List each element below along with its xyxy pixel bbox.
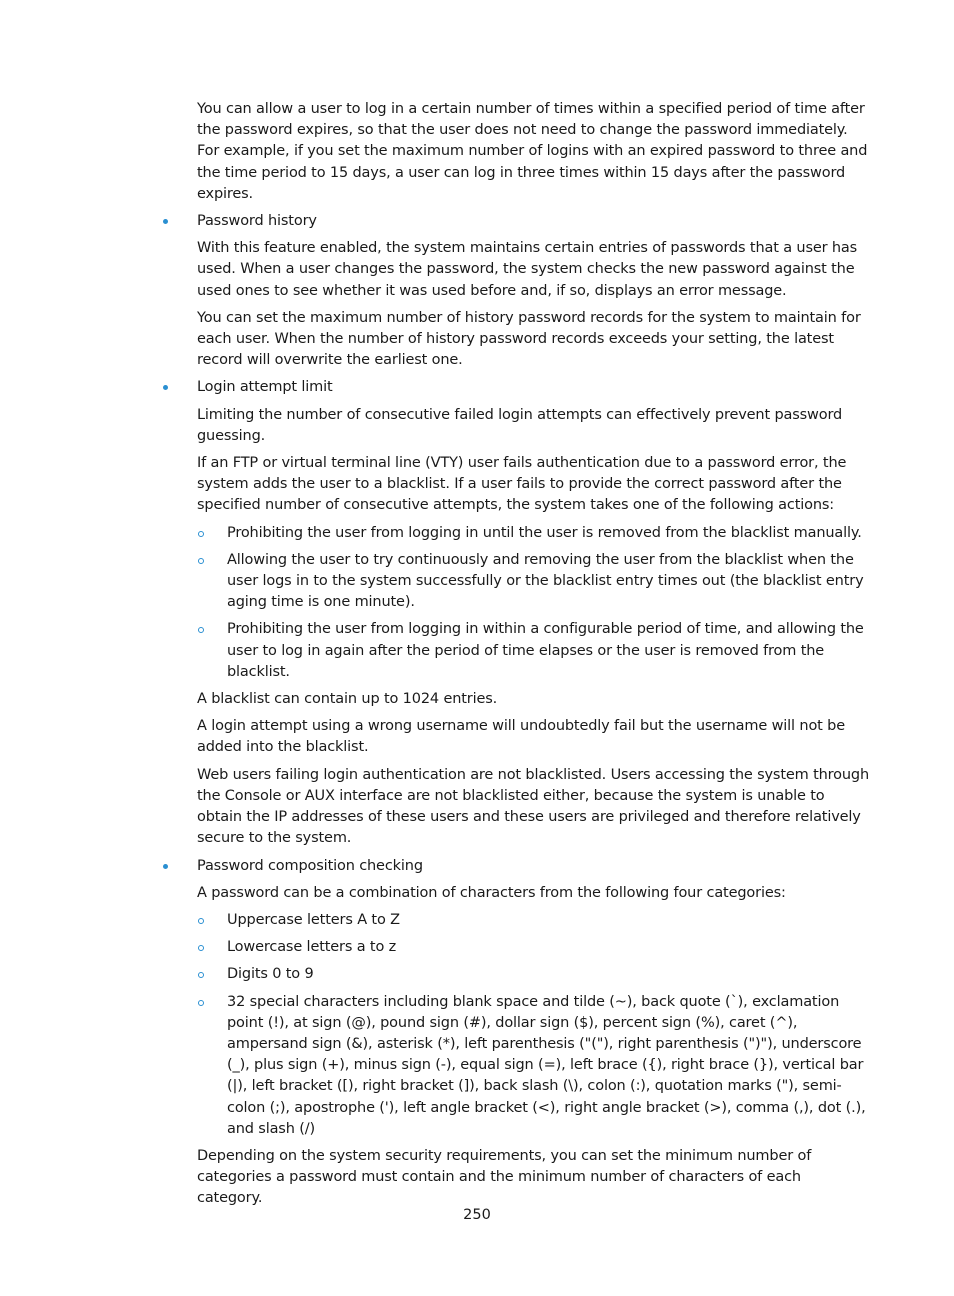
bullet-login-attempt-limit: [197, 377, 869, 398]
page-number: 250: [463, 1207, 491, 1223]
sub-item-text: Prohibiting the user from logging in within a configurable period of time, and allowing the user to log in again after the period of time elapses or the user is removed from the blacklist.: [227, 621, 864, 680]
sub-item-digits: [227, 964, 869, 985]
circle-bullet-icon: [198, 558, 204, 564]
bullet-dot-icon: [163, 385, 168, 390]
sub-item-manual-removal: [227, 523, 869, 544]
paragraph-expired-login: You can allow a user to log in a certain number of times within a specified period of time after the password expires, so that the user does not need to change the password immediately. For example, if you set the maximum number of logins with an expired password to three and the time period to 15 days, a user can log in three times within 15 days after the password expires.: [197, 101, 868, 202]
bullet-label: Password history: [197, 213, 317, 230]
bullet-composition-checking: [197, 856, 869, 877]
page-content: [197, 99, 869, 1216]
sub-item-special-characters: [227, 992, 869, 1140]
sub-item-text: 32 special characters including blank space and tilde (~), back quote (`), exclamation point (!), at sign (@), pound sign (#), dollar sign ($), percent sign (%), caret (^), ampersand sign (&), asterisk (*), left parenthesis ("("), right parenthesis (")"), underscore (_), plus sign (+), minus sign (-), equal sign (=), left brace ({), right brace (}), vertical bar (|), left bracket ([), right bracket (]), back slash (\), colon (:), quotation marks ("), semi-colon (;), apostrophe ('), left angle bracket (<), right angle bracket (>), comma (,), dot (.), and slash (/): [227, 993, 866, 1137]
sub-item-configurable-period: [227, 619, 869, 683]
paragraph-history-records: You can set the maximum number of history password records for the system to maintain for each user. When the number of history password records exceeds your setting, the latest record will overwrite the earliest one.: [197, 309, 861, 369]
bullet-dot-icon: [163, 219, 168, 224]
paragraph-web-users: Web users failing login authentication are not blacklisted. Users accessing the system through the Console or AUX interface are not blacklisted either, because the system is unable to obtain the IP addresses of these users and these users are privileged and therefore relatively secure to the system.: [197, 766, 869, 847]
sub-item-text: Allowing the user to try continuously and removing the user from the blacklist when the user logs in to the system successfully or the blacklist entry times out (the blacklist entry aging time is one minute).: [227, 551, 864, 611]
paragraph-wrong-username: A login attempt using a wrong username will undoubtedly fail but the username will not be added into the blacklist.: [197, 718, 845, 756]
sub-item-uppercase: [227, 910, 869, 931]
circle-bullet-icon: [198, 1000, 204, 1006]
bullet-label: Login attempt limit: [197, 379, 333, 396]
sub-item-text: Prohibiting the user from logging in until the user is removed from the blacklist manually.: [227, 524, 862, 541]
paragraph-security-requirements: Depending on the system security requirements, you can set the minimum number of categories a password must contain and the minimum number of characters of each category.: [197, 1147, 812, 1207]
sub-item-text: Digits 0 to 9: [227, 966, 314, 983]
bullet-label: Password composition checking: [197, 857, 423, 874]
circle-bullet-icon: [198, 972, 204, 978]
paragraph-categories-intro: A password can be a combination of characters from the following four categories:: [197, 884, 786, 901]
circle-bullet-icon: [198, 945, 204, 951]
sub-item-continuous-try: [227, 550, 869, 614]
paragraph-history-feature: With this feature enabled, the system maintains certain entries of passwords that a user has used. When a user changes the password, the system checks the new password against the used ones to see whether it was used before and, if so, displays an error message.: [197, 240, 858, 299]
sub-item-text: Uppercase letters A to Z: [227, 911, 400, 928]
sub-item-lowercase: [227, 937, 869, 958]
paragraph-blacklist-actions: If an FTP or virtual terminal line (VTY) user fails authentication due to a password error, the system adds the user to a blacklist. If a user fails to provide the correct password after the specified number of consecutive attempts, the system takes one of the following actions:: [197, 455, 847, 514]
circle-bullet-icon: [198, 627, 204, 633]
bullet-dot-icon: [163, 864, 168, 869]
paragraph-limit-intro: Limiting the number of consecutive failed login attempts can effectively prevent password guessing.: [197, 406, 843, 444]
circle-bullet-icon: [198, 918, 204, 924]
bullet-password-history: [197, 211, 869, 232]
sub-item-text: Lowercase letters a to z: [227, 939, 397, 956]
paragraph-blacklist-size: A blacklist can contain up to 1024 entries.: [197, 691, 498, 708]
circle-bullet-icon: [198, 531, 204, 537]
